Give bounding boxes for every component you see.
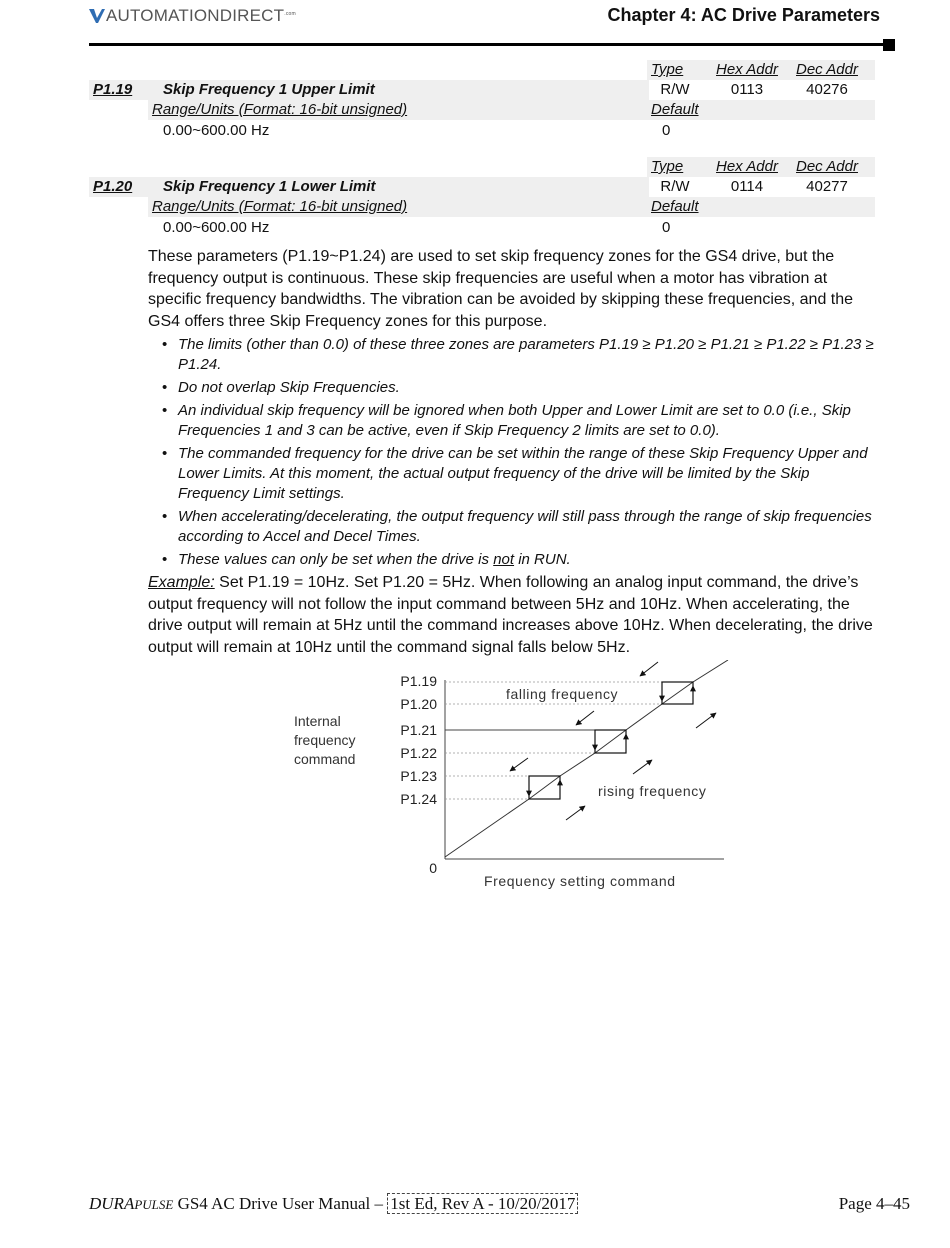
parameter-block-p1-19 xyxy=(89,60,875,142)
logo-suffix: .com xyxy=(284,11,296,17)
default-label: Default xyxy=(651,198,699,215)
range-label-row xyxy=(148,197,875,217)
falling-direction-arrows xyxy=(510,662,658,771)
list-item: • The limits (other than 0.0) of these three zones are parameters P1.19 ≥ P1.20 ≥ P1.21 ≥ P1.22 ≥ P1.23 ≥ P1.24. xyxy=(162,336,874,373)
range-label-row xyxy=(148,100,875,120)
list-item: • These values can only be set when the drive is not in RUN. xyxy=(162,551,571,568)
dec-addr-column-header: Dec Addr xyxy=(796,158,858,175)
description-section xyxy=(148,246,878,658)
not-emphasis: not xyxy=(493,551,515,568)
dec-address: 40276 xyxy=(806,81,848,98)
address-values-row xyxy=(647,177,875,197)
hex-addr-column-header: Hex Addr xyxy=(716,158,778,175)
column-header-row xyxy=(647,60,875,80)
brand-name: DURAPULSE xyxy=(89,1194,174,1213)
range-value: 0.00~600.00 Hz xyxy=(163,122,270,139)
type-column-header: Type xyxy=(651,61,684,78)
automationdirect-logo xyxy=(89,6,296,26)
revision-box: 1st Ed, Rev A - 10/20/2017 xyxy=(387,1193,578,1214)
dec-addr-column-header: Dec Addr xyxy=(796,61,858,78)
parameter-name-row xyxy=(89,80,649,100)
range-units-label: Range/Units (Format: 16-bit unsigned) xyxy=(152,101,408,118)
parameter-type: R/W xyxy=(660,178,690,195)
x-axis-title: Frequency setting command xyxy=(484,873,676,889)
parameter-id: P1.19 xyxy=(93,81,133,98)
example-label: Example: xyxy=(148,574,215,591)
notes-list xyxy=(148,335,878,570)
manual-title: GS4 AC Drive User Manual – xyxy=(173,1194,388,1213)
y-label-p1-23: P1.23 xyxy=(400,768,437,784)
chapter-title: Chapter 4: AC Drive Parameters xyxy=(607,5,880,25)
rising-frequency-label: rising frequency xyxy=(598,783,707,799)
y-title-line-1: frequency xyxy=(294,732,356,748)
list-item: • When accelerating/decelerating, the output frequency will still pass through the range of skip frequencies according to Accel and Decel Times. xyxy=(162,508,872,545)
example-text: Set P1.19 = 10Hz. Set P1.20 = 5Hz. When following an analog input command, the drive’s output frequency will not follow the input command between 5Hz and 10Hz. When accelerating, the drive output will remain at 5Hz until the command increases above 10Hz. When decelerating, the drive output will remain at 10Hz until the command signal falls below 5Hz. xyxy=(148,574,873,656)
column-header-row xyxy=(647,157,875,177)
example-paragraph xyxy=(148,572,878,658)
default-value: 0 xyxy=(662,122,671,139)
page-number: Page 4–45 xyxy=(838,1194,910,1213)
list-item: • An individual skip frequency will be ignored when both Upper and Lower Limit are set to 0.0 (i.e., Skip Frequencies 1 and 3 can be active, even if Skip Frequency 2 limits are set to 0.0). xyxy=(162,402,851,439)
logo-check-icon xyxy=(89,8,105,24)
logo-text: AUTOMATIONDIRECT xyxy=(106,6,285,25)
y-label-p1-20: P1.20 xyxy=(400,696,437,712)
address-values-row xyxy=(647,80,875,100)
y-label-p1-24: P1.24 xyxy=(400,791,437,807)
page-footer xyxy=(89,1194,914,1214)
type-column-header: Type xyxy=(651,158,684,175)
list-item: • The commanded frequency for the drive can be set within the range of these Skip Frequency Upper and Lower Limits. At this moment, the actual output frequency of the drive will be limited by the Skip Frequency Limit settings. xyxy=(162,445,868,502)
header-rule xyxy=(89,43,885,46)
header-rule-end-box xyxy=(883,39,895,51)
parameter-name: Skip Frequency 1 Upper Limit xyxy=(163,81,375,98)
parameter-id: P1.20 xyxy=(93,178,133,195)
range-value: 0.00~600.00 Hz xyxy=(163,219,270,236)
default-value: 0 xyxy=(662,219,671,236)
parameter-name-row xyxy=(89,177,649,197)
parameter-name: Skip Frequency 1 Lower Limit xyxy=(163,178,376,195)
y-title-line-1: Internal xyxy=(294,713,341,729)
hex-address: 0114 xyxy=(730,178,764,195)
rising-direction-arrows xyxy=(566,713,716,820)
skip-frequency-diagram xyxy=(288,660,738,900)
list-item: • Do not overlap Skip Frequencies. xyxy=(162,379,400,396)
default-label: Default xyxy=(651,101,699,118)
y-title-line-3: command xyxy=(294,751,356,767)
y-label-p1-22: P1.22 xyxy=(400,745,437,761)
range-value-row xyxy=(148,218,875,238)
description-paragraph: These parameters (P1.19~P1.24) are used to set skip frequency zones for the GS4 drive, but the frequency output is continuous. These skip frequencies are useful when a motor has vibration at specific frequency bandwidths. The vibration can be avoided by skipping these frequencies, and the GS4 offers three Skip Frequency zones for this purpose. xyxy=(148,248,854,330)
hex-addr-column-header: Hex Addr xyxy=(716,61,778,78)
dec-address: 40277 xyxy=(806,178,848,195)
parameter-type: R/W xyxy=(660,81,690,98)
parameter-block-p1-20 xyxy=(89,157,875,239)
y-label-p1-19: P1.19 xyxy=(400,673,437,689)
range-units-label: Range/Units (Format: 16-bit unsigned) xyxy=(152,198,408,215)
range-value-row xyxy=(148,121,875,141)
origin-label: 0 xyxy=(429,860,437,876)
hex-address: 0113 xyxy=(730,81,764,98)
y-label-p1-21: P1.21 xyxy=(400,722,437,738)
falling-frequency-label: falling frequency xyxy=(506,686,619,702)
